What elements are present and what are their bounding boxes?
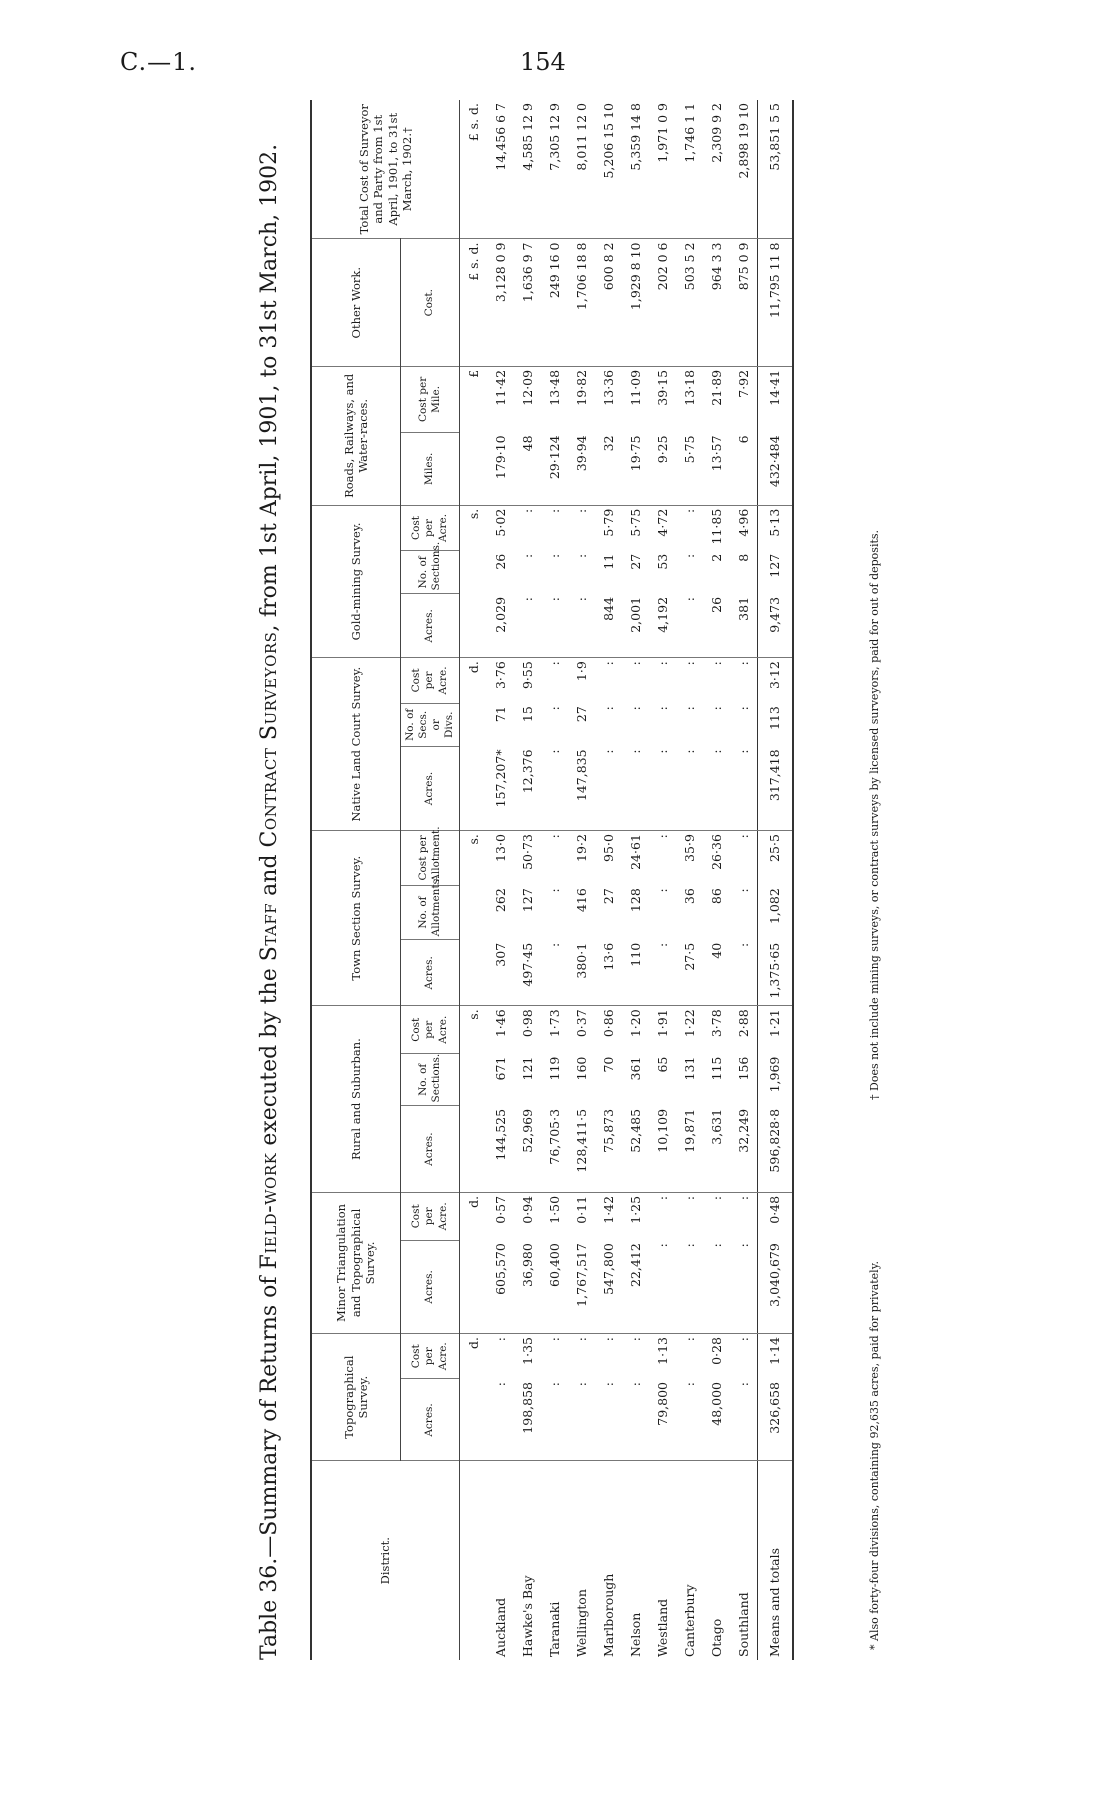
sub-minor-acres: Acres. (401, 1240, 460, 1333)
cell-rural-acres: 76,705·3 (541, 1106, 568, 1192)
cell-native-cost: 3·12 (758, 658, 794, 704)
cell-native-secs: 27 (573, 706, 589, 723)
cell-minor-acres: : (676, 1240, 703, 1333)
sub-roads-cost: Cost per Mile. (401, 366, 460, 432)
cell-minor-acres: : (703, 1240, 730, 1333)
cell-rural-acres: 128,411·5 (568, 1106, 595, 1192)
cell-gold-cost: 5·79 (600, 508, 616, 537)
cell-rural-cost: 1·22 (681, 1009, 697, 1038)
title-lead: Table 36.—Summary of Returns of (257, 1276, 282, 1660)
cell-native-secs: : (681, 706, 697, 711)
cell-native-cost: : (735, 661, 751, 666)
cell-minor-acres: 22,412 (622, 1240, 649, 1333)
cell-minor-cost: 0·48 (758, 1192, 794, 1240)
cell-total-cost: 2,898 19 10 (730, 100, 758, 239)
field-work-table (310, 100, 794, 1660)
cell-other-cost: 1,929 8 10 (622, 239, 649, 366)
cell-native-secs: : (708, 706, 724, 711)
cell-minor-cost: 1·42 (600, 1195, 616, 1224)
page-series: C.—1. (120, 48, 198, 76)
cell-roads-cost: 11·09 (627, 369, 643, 406)
table-row (487, 100, 514, 1660)
cell-topo-cost: : (600, 1336, 616, 1342)
cell-topo-acres: 79,800 (649, 1379, 676, 1461)
sub-gold-acres: Acres. (401, 594, 460, 658)
cell-other-cost: 600 8 2 (595, 239, 622, 366)
cell-roads-miles: 13·57 (703, 432, 730, 505)
cell-total-cost: 5,206 15 10 (595, 100, 622, 239)
cell-topo-acres: 326,658 (758, 1379, 794, 1461)
cell-rural-cost: 3·78 (708, 1009, 724, 1038)
table-row (595, 100, 622, 1660)
cell-native-acres: : (541, 746, 568, 830)
cell-gold-acres: : (676, 594, 703, 658)
cell-minor-acres: 605,570 (487, 1240, 514, 1333)
district-name: Hawke's Bay (519, 1575, 535, 1657)
cell-town-allot: 27 (600, 888, 616, 905)
unit-d: d. (465, 1195, 481, 1208)
cell-other-cost: 3,128 0 9 (487, 239, 514, 366)
cell-topo-acres: : (541, 1379, 568, 1461)
cell-gold-cost: 4·72 (654, 508, 670, 537)
cell-town-cost: 26·36 (708, 834, 724, 870)
cell-town-acres: : (541, 940, 568, 1006)
cell-rural-cost: 1·73 (546, 1009, 562, 1038)
cell-roads-cost: 11·42 (492, 369, 508, 406)
header-rural-suburban: Rural and Suburban. (311, 1006, 401, 1193)
units-row (460, 100, 488, 1660)
cell-topo-acres: 48,000 (703, 1379, 730, 1461)
cell-native-secs: : (546, 706, 562, 711)
cell-town-allot: 416 (573, 888, 589, 913)
header-topographical: Topographical Survey. (311, 1333, 401, 1460)
sub-rural-sections: No. of Sections. (401, 1054, 460, 1106)
title-contract: Contract Surveyors, (257, 624, 282, 848)
header-minor-triangulation: Minor Triangulation and Topographical Survey. (311, 1192, 401, 1333)
cell-other-cost: 1,636 9 7 (514, 239, 541, 366)
cell-rural-acres: 596,828·8 (758, 1106, 794, 1192)
cell-gold-cost: 11·85 (708, 508, 724, 545)
cell-minor-acres: : (730, 1240, 758, 1333)
cell-town-cost: : (654, 834, 670, 839)
cell-native-secs: : (735, 706, 751, 711)
cell-town-cost: 24·61 (627, 834, 643, 870)
cell-rural-acres: 144,525 (487, 1106, 514, 1192)
cell-native-cost: 9·55 (519, 661, 535, 690)
cell-gold-cost: : (681, 508, 697, 513)
cell-gold-acres: : (514, 594, 541, 658)
cell-roads-cost: 19·82 (573, 369, 589, 406)
unit-pound: £ (465, 369, 481, 378)
sub-other-cost: Cost. (401, 239, 460, 366)
cell-gold-cost: 5·02 (492, 508, 508, 537)
cell-rural-sections: 121 (519, 1056, 535, 1081)
cell-rural-sections: 671 (492, 1056, 508, 1081)
cell-native-cost: : (546, 661, 562, 666)
cell-native-cost: : (600, 661, 616, 666)
unit-s: s. (465, 834, 481, 845)
cell-rural-acres: 3,631 (703, 1106, 730, 1192)
cell-rural-sections: 156 (735, 1056, 751, 1081)
title-tail: from 1st April, 1901, to 31st March, 1902. (257, 143, 282, 618)
cell-topo-cost: : (681, 1336, 697, 1342)
table-title (240, 100, 300, 1660)
cell-topo-cost: 1·14 (758, 1333, 794, 1379)
cell-town-cost: 50·73 (519, 834, 535, 870)
cell-topo-acres: : (595, 1379, 622, 1461)
cell-rural-sections: 119 (546, 1056, 562, 1081)
cell-gold-sections: 11 (600, 553, 616, 570)
cell-town-allot: 127 (519, 888, 535, 913)
cell-gold-cost: : (573, 508, 589, 513)
cell-rural-sections: 131 (681, 1056, 697, 1081)
cell-roads-miles: 19·75 (622, 432, 649, 505)
cell-minor-acres: 60,400 (541, 1240, 568, 1333)
cell-gold-cost: : (519, 508, 535, 513)
cell-gold-sections: 27 (627, 553, 643, 570)
table-row (514, 100, 541, 1660)
cell-topo-cost: 0·28 (708, 1336, 724, 1365)
title-and: and (257, 854, 282, 896)
cell-minor-cost: 1·25 (627, 1195, 643, 1224)
cell-native-acres: : (676, 746, 703, 830)
sub-town-allotments: No. of Allotments. (401, 885, 460, 940)
cell-town-allot: : (735, 888, 751, 893)
cell-native-acres: : (703, 746, 730, 830)
cell-native-secs: 15 (519, 706, 535, 723)
cell-town-acres: : (730, 940, 758, 1006)
cell-gold-sections: : (681, 553, 697, 558)
district-name: Auckland (492, 1597, 508, 1657)
cell-roads-cost: 14·41 (758, 366, 794, 432)
sub-gold-cost: Cost per Acre. (401, 505, 460, 551)
cell-minor-cost: 0·94 (519, 1195, 535, 1224)
cell-rural-cost: 0·98 (519, 1009, 535, 1038)
cell-topo-acres: : (676, 1379, 703, 1461)
cell-native-secs: : (600, 706, 616, 711)
cell-town-acres: 497·45 (514, 940, 541, 1006)
table-row (541, 100, 568, 1660)
cell-topo-cost: : (492, 1336, 508, 1342)
cell-native-acres: : (730, 746, 758, 830)
cell-gold-sections: : (519, 553, 535, 558)
cell-rural-acres: 75,873 (595, 1106, 622, 1192)
sub-topo-acres: Acres. (401, 1379, 460, 1461)
district-name: Westland (654, 1598, 670, 1657)
cell-town-allot: 86 (708, 888, 724, 905)
cell-roads-cost: 12·09 (519, 369, 535, 406)
cell-gold-acres: 381 (730, 594, 758, 658)
cell-topo-cost: 1·35 (519, 1336, 535, 1365)
cell-native-cost: 3·76 (492, 661, 508, 690)
header-district: District. (311, 1461, 460, 1660)
cell-native-cost: : (708, 661, 724, 666)
cell-topo-cost: : (546, 1336, 562, 1342)
cell-roads-miles: 32 (595, 432, 622, 505)
cell-town-acres: : (649, 940, 676, 1006)
header-native-land-court: Native Land Court Survey. (311, 658, 401, 831)
cell-native-acres: 157,207* (487, 746, 514, 830)
cell-minor-acres: 547,800 (595, 1240, 622, 1333)
cell-rural-cost: 1·21 (758, 1006, 794, 1054)
cell-gold-cost: 4·96 (735, 508, 751, 537)
sub-town-cost: Cost per Allotment. (401, 831, 460, 886)
cell-roads-cost: 39·15 (654, 369, 670, 406)
sub-native-secs: No. of Secs. or Divs. (401, 703, 460, 746)
cell-rural-cost: 0·86 (600, 1009, 616, 1038)
sub-town-acres: Acres. (401, 940, 460, 1006)
footnote-dagger: † Does not include mining surveys, or contract surveys by licensed surveyors, paid for out of deposits. (868, 529, 881, 1100)
cell-topo-cost: 1·13 (654, 1336, 670, 1365)
cell-rural-acres: 52,969 (514, 1106, 541, 1192)
cell-total-cost: 1,746 1 1 (676, 100, 703, 239)
cell-gold-sections: 26 (492, 553, 508, 570)
cell-other-cost: 503 5 2 (676, 239, 703, 366)
header-total-cost: Total Cost of Surveyor and Party from 1st April, 1901, to 31st March, 1902.† (311, 100, 460, 239)
cell-town-allot: 262 (492, 888, 508, 913)
cell-total-cost: 53,851 5 5 (758, 100, 794, 239)
cell-total-cost: 4,585 12 9 (514, 100, 541, 239)
cell-other-cost: 11,795 11 8 (758, 239, 794, 366)
table-row (649, 100, 676, 1660)
cell-rural-cost: 2·88 (735, 1009, 751, 1038)
cell-roads-cost: 21·89 (708, 369, 724, 406)
cell-native-acres: 317,418 (758, 746, 794, 830)
cell-total-cost: 1,971 0 9 (649, 100, 676, 239)
cell-town-allot: : (654, 888, 670, 893)
cell-town-acres: 40 (703, 940, 730, 1006)
cell-rural-sections: 115 (708, 1056, 724, 1081)
district-name: Marlborough (600, 1573, 616, 1657)
cell-other-cost: 202 0 6 (649, 239, 676, 366)
cell-minor-cost: 1·50 (546, 1195, 562, 1224)
cell-town-acres: 27·5 (676, 940, 703, 1006)
cell-roads-miles: 432·484 (758, 432, 794, 505)
table-row (703, 100, 730, 1660)
cell-topo-acres: : (730, 1379, 758, 1461)
unit-d: d. (465, 661, 481, 674)
cell-roads-cost: 13·36 (600, 369, 616, 406)
cell-total-cost: 2,309 9 2 (703, 100, 730, 239)
sub-topo-cost: Cost per Acre. (401, 1333, 460, 1379)
cell-gold-cost: 5·75 (627, 508, 643, 537)
unit-s: s. (465, 508, 481, 520)
cell-rural-cost: 1·20 (627, 1009, 643, 1038)
cell-roads-miles: 39·94 (568, 432, 595, 505)
cell-native-secs: : (627, 706, 643, 711)
cell-native-secs: : (654, 706, 670, 711)
cell-native-secs: 113 (758, 703, 794, 746)
cell-native-cost: : (654, 661, 670, 666)
cell-rural-cost: 0·37 (573, 1009, 589, 1038)
cell-town-allot: 1,082 (758, 885, 794, 940)
cell-roads-miles: 29·124 (541, 432, 568, 505)
cell-minor-acres: 1,767,517 (568, 1240, 595, 1333)
title-field-work: Field-work (257, 1152, 282, 1270)
cell-rural-cost: 1·91 (654, 1009, 670, 1038)
cell-native-acres: 147,835 (568, 746, 595, 830)
cell-roads-cost: 7·92 (735, 369, 751, 398)
cell-town-cost: 19·2 (573, 834, 589, 862)
cell-topo-cost: : (735, 1336, 751, 1342)
cell-gold-acres: 4,192 (649, 594, 676, 658)
cell-other-cost: 249 16 0 (541, 239, 568, 366)
cell-native-cost: : (681, 661, 697, 666)
district-name: Otago (708, 1618, 724, 1657)
cell-topo-acres: : (622, 1379, 649, 1461)
sub-gold-sections: No. of Sections. (401, 551, 460, 594)
cell-town-acres: 110 (622, 940, 649, 1006)
cell-town-cost: 95·0 (600, 834, 616, 862)
cell-gold-acres: : (568, 594, 595, 658)
header-town-section: Town Section Survey. (311, 831, 401, 1006)
cell-town-cost: : (546, 834, 562, 839)
cell-minor-cost: : (708, 1195, 724, 1201)
table-row (676, 100, 703, 1660)
cell-gold-sections: 53 (654, 553, 670, 570)
cell-minor-cost: 0·57 (492, 1195, 508, 1224)
sub-native-acres: Acres. (401, 746, 460, 830)
cell-minor-cost: : (681, 1195, 697, 1201)
cell-town-acres: 1,375·65 (758, 940, 794, 1006)
totals-row (758, 100, 794, 1660)
cell-minor-cost: : (735, 1195, 751, 1201)
cell-total-cost: 14,456 6 7 (487, 100, 514, 239)
cell-minor-acres: : (649, 1240, 676, 1333)
cell-town-cost: 13·0 (492, 834, 508, 862)
cell-gold-sections: 2 (708, 553, 724, 562)
rotated-table-page (240, 100, 1000, 1660)
sub-minor-cost: Cost per Acre. (401, 1192, 460, 1240)
sub-rural-acres: Acres. (401, 1106, 460, 1192)
cell-gold-sections: 127 (758, 551, 794, 594)
cell-native-cost: 1·9 (573, 661, 589, 682)
district-name: Southland (735, 1592, 751, 1657)
cell-town-acres: 307 (487, 940, 514, 1006)
cell-gold-sections: : (546, 553, 562, 558)
cell-gold-sections: : (573, 553, 589, 558)
title-staff: Staff (257, 902, 282, 962)
header-other-work: Other Work. (311, 239, 401, 366)
cell-town-allot: : (546, 888, 562, 893)
table-body (460, 100, 794, 1660)
cell-other-cost: 1,706 18 8 (568, 239, 595, 366)
cell-roads-miles: 5·75 (676, 432, 703, 505)
cell-roads-cost: 13·48 (546, 369, 562, 406)
cell-total-cost: 5,359 14 8 (622, 100, 649, 239)
page-number: 154 (520, 48, 566, 76)
cell-rural-acres: 10,109 (649, 1106, 676, 1192)
cell-town-acres: 380·1 (568, 940, 595, 1006)
district-name: Taranaki (546, 1601, 562, 1657)
table-row (568, 100, 595, 1660)
district-name: Wellington (573, 1589, 589, 1657)
cell-minor-cost: : (654, 1195, 670, 1201)
unit-pound-sd: £ s. d. (460, 239, 488, 366)
table-row (730, 100, 758, 1660)
cell-native-acres: : (649, 746, 676, 830)
cell-topo-acres: : (568, 1379, 595, 1461)
cell-topo-cost: : (573, 1336, 589, 1342)
cell-town-allot: 128 (627, 888, 643, 913)
cell-roads-miles: 48 (514, 432, 541, 505)
cell-town-cost: 35·9 (681, 834, 697, 862)
header-roads-railways: Roads, Railways, and Water-races. (311, 366, 401, 505)
cell-town-cost: : (735, 834, 751, 839)
cell-total-cost: 8,011 12 0 (568, 100, 595, 239)
cell-roads-miles: 6 (730, 432, 758, 505)
cell-gold-acres: 9,473 (758, 594, 794, 658)
cell-topo-acres: 198,858 (514, 1379, 541, 1461)
cell-gold-acres: 26 (703, 594, 730, 658)
sub-rural-cost: Cost per Acre. (401, 1006, 460, 1054)
cell-native-acres: : (622, 746, 649, 830)
cell-gold-sections: 8 (735, 553, 751, 562)
district-name: Means and totals (758, 1461, 794, 1660)
cell-gold-cost: : (546, 508, 562, 513)
cell-roads-miles: 179·10 (487, 432, 514, 505)
cell-gold-acres: : (541, 594, 568, 658)
unit-pound-sd: £ s. d. (460, 100, 488, 239)
cell-rural-sections: 361 (627, 1056, 643, 1081)
district-name: Canterbury (681, 1584, 697, 1657)
cell-rural-acres: 52,485 (622, 1106, 649, 1192)
table-row (622, 100, 649, 1660)
cell-topo-acres: : (487, 1379, 514, 1461)
cell-native-cost: : (627, 661, 643, 666)
cell-minor-acres: 3,040,679 (758, 1240, 794, 1333)
cell-rural-sections: 160 (573, 1056, 589, 1081)
cell-native-acres: : (595, 746, 622, 830)
cell-rural-sections: 1,969 (758, 1054, 794, 1106)
footnote-star: * Also forty-four divisions, containing 92,635 acres, paid for privately. (868, 1261, 881, 1650)
cell-town-acres: 13·6 (595, 940, 622, 1006)
cell-rural-acres: 32,249 (730, 1106, 758, 1192)
cell-roads-miles: 9·25 (649, 432, 676, 505)
cell-topo-cost: : (627, 1336, 643, 1342)
cell-rural-sections: 70 (600, 1056, 616, 1073)
cell-roads-cost: 13·18 (681, 369, 697, 406)
cell-other-cost: 875 0 9 (730, 239, 758, 366)
district-name: Nelson (627, 1612, 643, 1657)
cell-town-cost: 25·5 (758, 831, 794, 886)
cell-town-allot: 36 (681, 888, 697, 905)
unit-s: s. (465, 1009, 481, 1020)
header-gold-mining: Gold-mining Survey. (311, 505, 401, 657)
cell-rural-acres: 19,871 (676, 1106, 703, 1192)
sub-roads-miles: Miles. (401, 432, 460, 505)
cell-gold-acres: 844 (595, 594, 622, 658)
cell-native-acres: 12,376 (514, 746, 541, 830)
sub-native-cost: Cost per Acre. (401, 658, 460, 704)
cell-gold-cost: 5·13 (758, 505, 794, 551)
cell-minor-cost: 0·11 (573, 1195, 589, 1224)
unit-d: d. (465, 1336, 481, 1349)
cell-gold-acres: 2,029 (487, 594, 514, 658)
cell-minor-acres: 36,980 (514, 1240, 541, 1333)
cell-rural-cost: 1·46 (492, 1009, 508, 1038)
cell-total-cost: 7,305 12 9 (541, 100, 568, 239)
cell-other-cost: 964 3 3 (703, 239, 730, 366)
cell-gold-acres: 2,001 (622, 594, 649, 658)
cell-rural-sections: 65 (654, 1056, 670, 1073)
cell-native-secs: 71 (492, 706, 508, 723)
title-mid: executed by the (257, 968, 282, 1146)
